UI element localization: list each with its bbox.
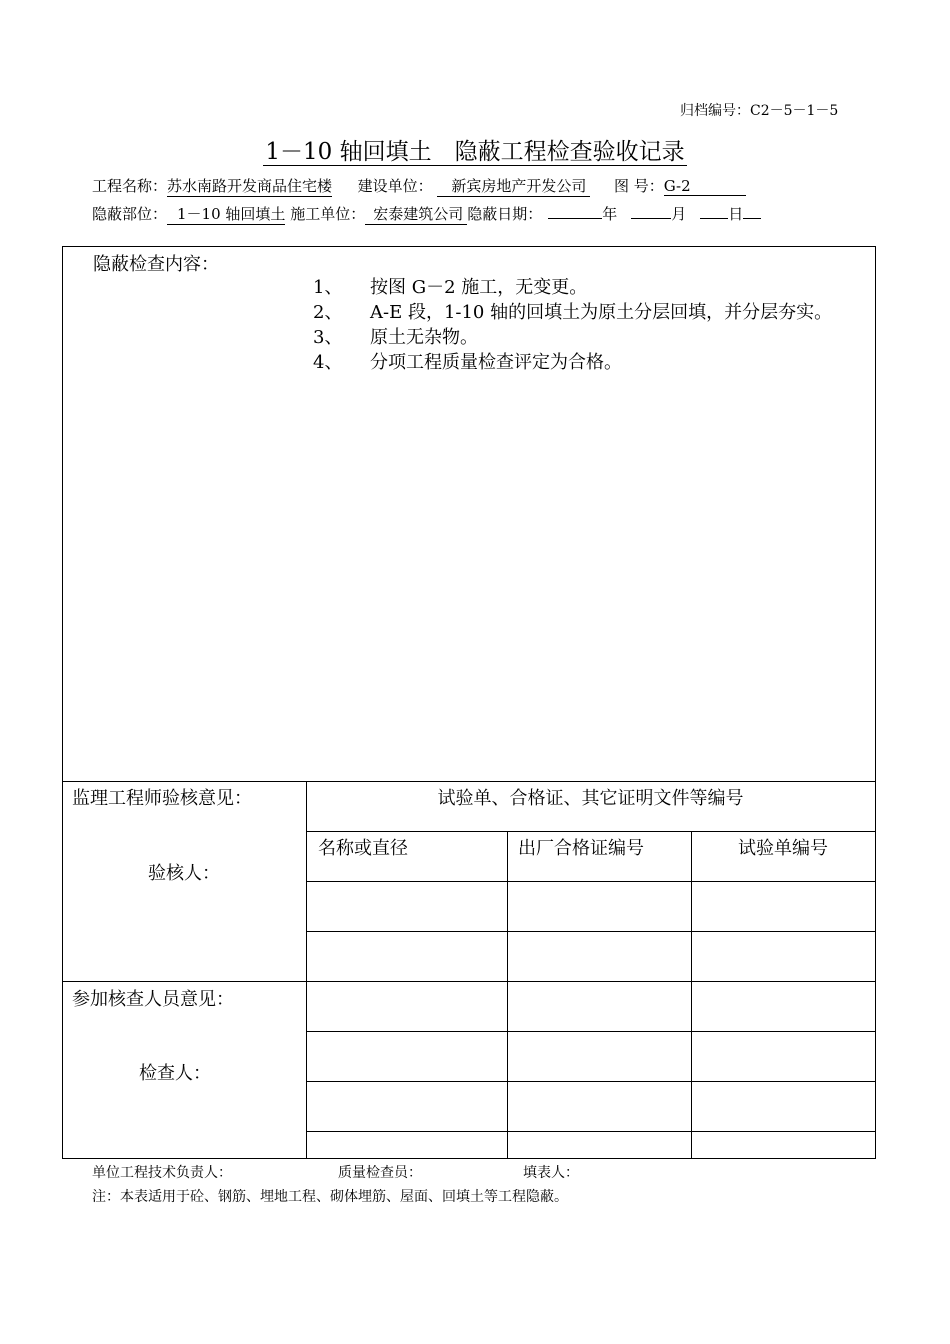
item-2-text: A-E 段，1-10 轴的回填土为原土分层回填，并分层夯实。: [370, 302, 833, 323]
divider-row-2: [306, 931, 875, 932]
docs-heading: 试验单、合格证、其它证明文件等编号: [437, 788, 744, 809]
contractor-value: 宏泰建筑公司: [365, 203, 467, 225]
content-label: 隐蔽检查内容：: [93, 254, 219, 275]
day-blank: [700, 200, 728, 219]
form-table: [62, 246, 876, 1159]
page-title: [0, 133, 950, 166]
header-row-2: [92, 200, 761, 225]
item-1-no: 1、: [313, 277, 343, 298]
footer-tech-lead: 单位工程技术负责人：: [92, 1165, 232, 1181]
title-text: 1－10 轴回填土 隐蔽工程检查验收记录: [265, 139, 685, 165]
month-blank: [631, 200, 671, 219]
location-label: 隐蔽部位：: [92, 205, 168, 223]
date-label: 隐蔽日期：: [467, 205, 543, 223]
participants-label: 参加核查人员意见：: [72, 989, 234, 1010]
divider-row-4: [306, 1031, 875, 1032]
builder-label: 建设单位：: [357, 177, 433, 195]
project-value: 苏水南路开发商品住宅楼: [167, 177, 333, 195]
supervisor-label: 监理工程师验核意见：: [72, 788, 252, 809]
divider-col-3: [691, 831, 692, 1158]
item-2-no: 2、: [313, 302, 343, 323]
item-1-text: 按图 G－2 施工，无变更。: [370, 277, 588, 298]
divider-left-col: [306, 781, 307, 1158]
archive-number: 归档编号：C2－5－1－5: [680, 103, 839, 119]
builder-value: 新宾房地产开发公司: [437, 175, 590, 197]
item-4-no: 4、: [313, 352, 343, 373]
divider-row-6: [306, 1131, 875, 1132]
item-3-text: 原土无杂物。: [370, 327, 478, 348]
footer-filler: 填表人：: [523, 1165, 579, 1181]
divider-col-2: [507, 831, 508, 1158]
item-3-no: 3、: [313, 327, 343, 348]
divider-row-1: [306, 881, 875, 882]
divider-supervisor: [63, 981, 875, 982]
col-test-sheet-no: 试验单编号: [738, 838, 828, 859]
day-label: 日: [728, 205, 744, 223]
day-tail: [743, 200, 761, 219]
supervisor-signer: 验核人：: [148, 863, 220, 884]
drawing-value: G-2: [664, 177, 746, 196]
location-value: 1－10 轴回填土: [167, 203, 285, 225]
col-name-diameter: 名称或直径: [318, 838, 408, 859]
footer-note: 注：本表适用于砼、钢筋、埋地工程、砌体埋筋、屋面、回填土等工程隐蔽。: [92, 1189, 568, 1205]
drawing-label: 图 号：: [613, 177, 664, 195]
header-row-1: [92, 175, 746, 197]
col-certificate-no: 出厂合格证编号: [518, 838, 644, 859]
footer-inspector: 质量检查员：: [338, 1165, 422, 1181]
project-label: 工程名称：: [92, 177, 168, 195]
participants-signer: 检查人：: [139, 1063, 211, 1084]
divider-content: [63, 781, 875, 782]
divider-docs-heading: [306, 831, 875, 832]
item-4-text: 分项工程质量检查评定为合格。: [370, 352, 622, 373]
month-label: 月: [671, 205, 687, 223]
divider-row-5: [306, 1081, 875, 1082]
contractor-label: 施工单位：: [290, 205, 366, 223]
year-label: 年: [602, 205, 618, 223]
year-blank: [548, 200, 602, 219]
